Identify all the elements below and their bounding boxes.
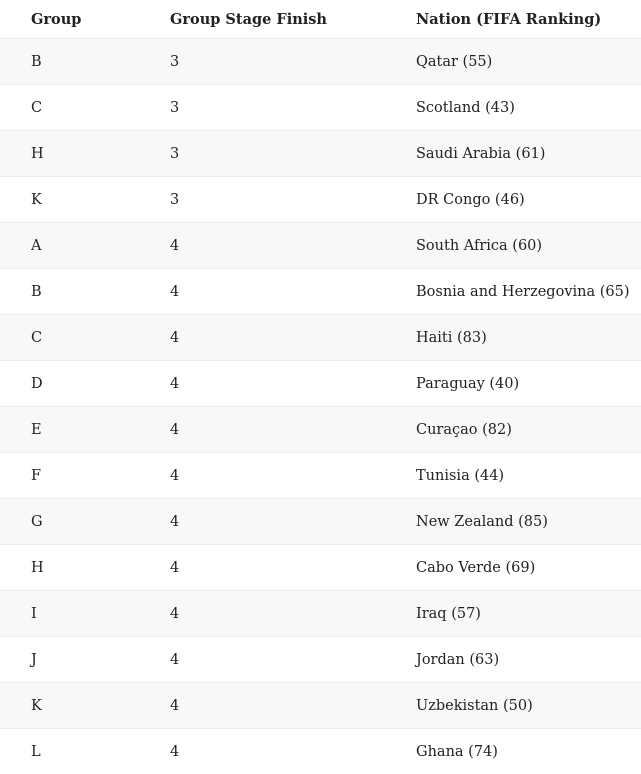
cell-finish: 4 — [139, 361, 385, 407]
table-row — [0, 729, 641, 774]
table-row — [0, 315, 641, 361]
cell-group: A — [0, 223, 139, 269]
cell-nation: South Africa (60) — [385, 223, 641, 269]
cell-nation: Uzbekistan (50) — [385, 683, 641, 729]
cell-finish: 3 — [139, 177, 385, 223]
cell-group: B — [0, 269, 139, 315]
cell-group: K — [0, 177, 139, 223]
cell-group: E — [0, 407, 139, 453]
cell-nation: Curaçao (82) — [385, 407, 641, 453]
cell-nation: Qatar (55) — [385, 39, 641, 85]
cell-group: G — [0, 499, 139, 545]
cell-finish: 4 — [139, 591, 385, 637]
cell-finish: 4 — [139, 683, 385, 729]
cell-group: C — [0, 85, 139, 131]
cell-finish: 4 — [139, 453, 385, 499]
table-row — [0, 407, 641, 453]
header-group-stage-finish: Group Stage Finish — [139, 0, 385, 39]
cell-finish: 4 — [139, 315, 385, 361]
cell-finish: 3 — [139, 85, 385, 131]
cell-nation: Cabo Verde (69) — [385, 545, 641, 591]
cell-finish: 4 — [139, 223, 385, 269]
cell-nation: DR Congo (46) — [385, 177, 641, 223]
cell-finish: 4 — [139, 269, 385, 315]
cell-finish: 4 — [139, 499, 385, 545]
table-row — [0, 637, 641, 683]
cell-group: J — [0, 637, 139, 683]
cell-group: K — [0, 683, 139, 729]
cell-finish: 3 — [139, 131, 385, 177]
cell-finish: 3 — [139, 39, 385, 85]
header-group: Group — [0, 0, 139, 39]
cell-nation: Scotland (43) — [385, 85, 641, 131]
cell-finish: 4 — [139, 407, 385, 453]
cell-group: H — [0, 131, 139, 177]
table-row — [0, 85, 641, 131]
cell-nation: Ghana (74) — [385, 729, 641, 774]
table-row — [0, 545, 641, 591]
cell-finish: 4 — [139, 729, 385, 774]
cell-nation: Tunisia (44) — [385, 453, 641, 499]
cell-group: F — [0, 453, 139, 499]
table-header-row — [0, 0, 641, 39]
cell-nation: Iraq (57) — [385, 591, 641, 637]
cell-nation: Haiti (83) — [385, 315, 641, 361]
table-row — [0, 361, 641, 407]
cell-group: H — [0, 545, 139, 591]
cell-group: I — [0, 591, 139, 637]
table-row — [0, 223, 641, 269]
table-row — [0, 591, 641, 637]
table-row — [0, 177, 641, 223]
table-row — [0, 453, 641, 499]
cell-nation: Jordan (63) — [385, 637, 641, 683]
cell-finish: 4 — [139, 545, 385, 591]
cell-nation: New Zealand (85) — [385, 499, 641, 545]
table-row — [0, 269, 641, 315]
table-body — [0, 39, 641, 774]
cell-finish: 4 — [139, 637, 385, 683]
cell-nation: Saudi Arabia (61) — [385, 131, 641, 177]
table-row — [0, 131, 641, 177]
cell-nation: Paraguay (40) — [385, 361, 641, 407]
cell-group: C — [0, 315, 139, 361]
cell-group: D — [0, 361, 139, 407]
cell-group: B — [0, 39, 139, 85]
table-row — [0, 683, 641, 729]
table-row — [0, 39, 641, 85]
header-nation: Nation (FIFA Ranking) — [385, 0, 641, 39]
cell-group: L — [0, 729, 139, 774]
table-row — [0, 499, 641, 545]
cell-nation: Bosnia and Herzegovina (65) — [385, 269, 641, 315]
